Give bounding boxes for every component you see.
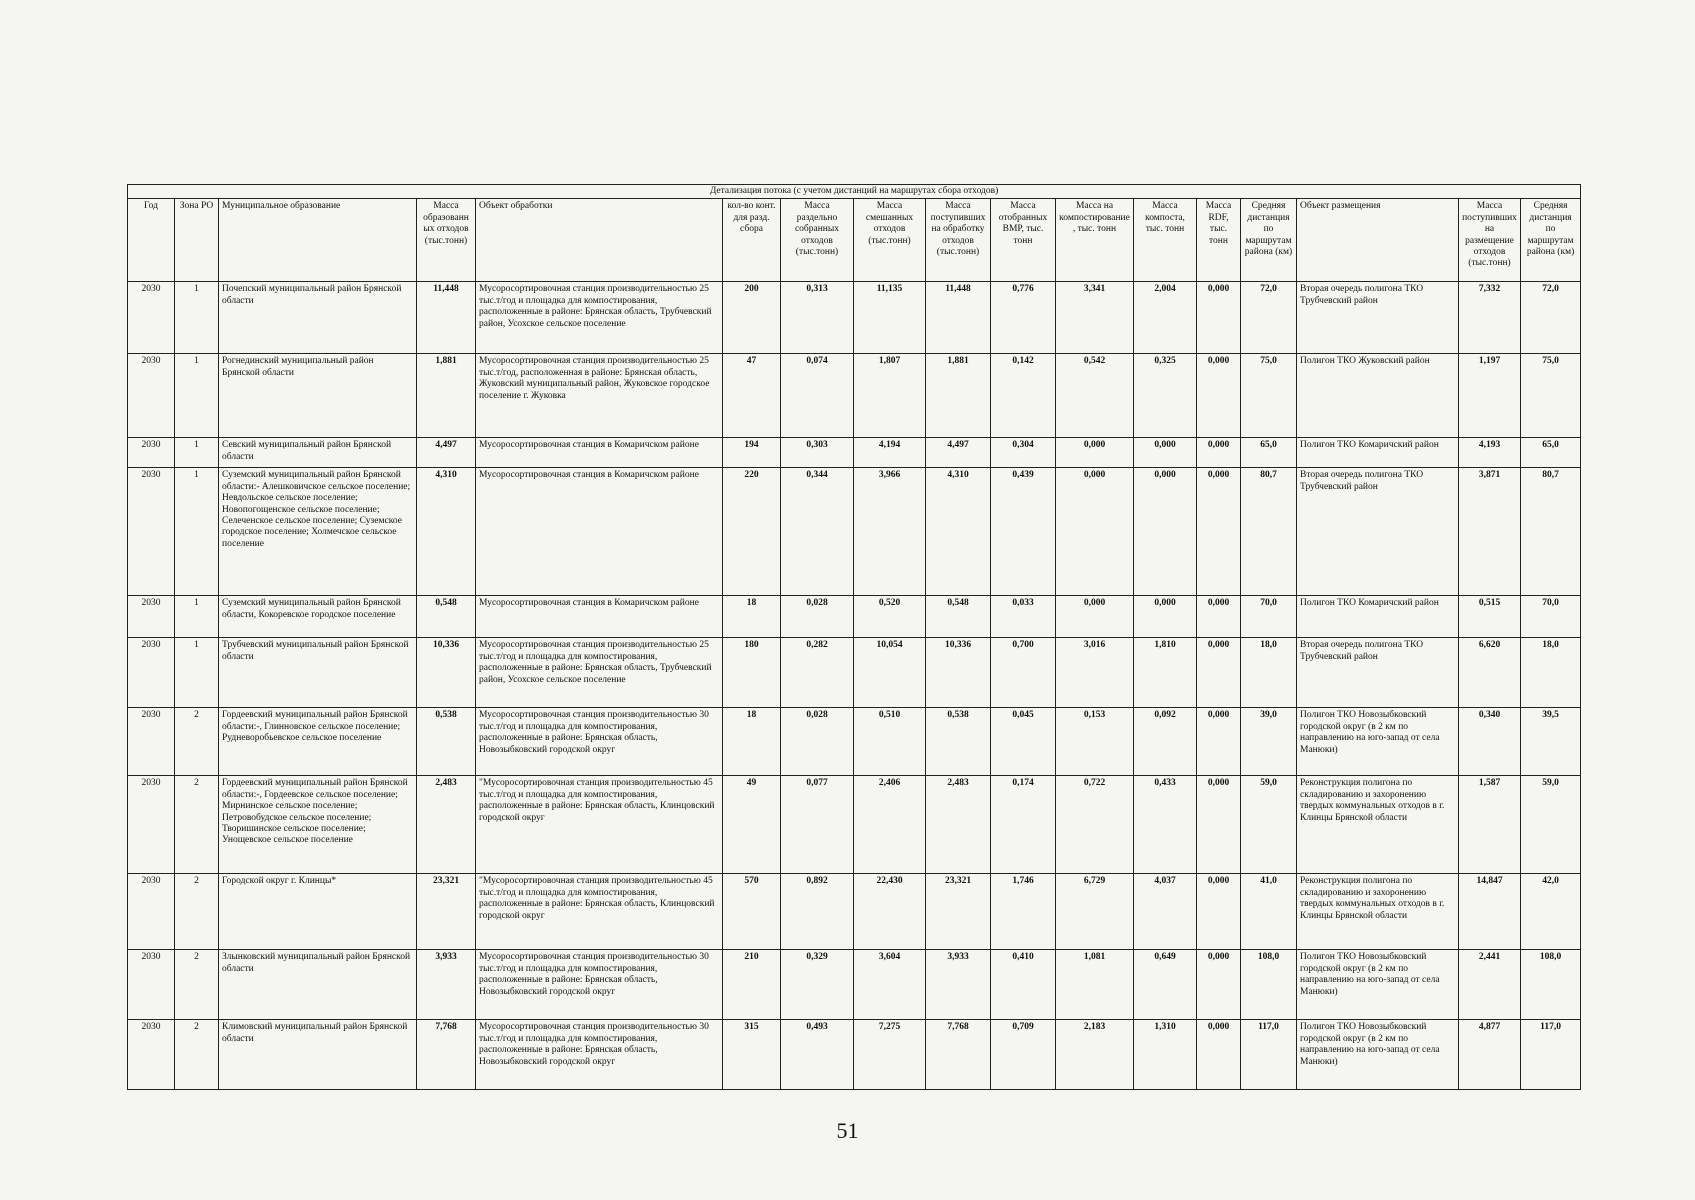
cell-distance2: 117,0 bbox=[1521, 1020, 1581, 1090]
cell-to-processing: 10,336 bbox=[926, 638, 991, 708]
cell-mass-formed: 2,483 bbox=[417, 776, 476, 874]
cell-disposal: Полигон ТКО Новозыбковский городской округ (в 2 км по направлению на юго-запад от села Манюки) bbox=[1297, 1020, 1459, 1090]
cell-mixed: 3,604 bbox=[854, 950, 926, 1020]
cell-recyclables: 0,776 bbox=[991, 282, 1056, 354]
cell-to-disposal: 2,441 bbox=[1459, 950, 1521, 1020]
cell-to-processing: 4,310 bbox=[926, 468, 991, 596]
cell-facility: "Мусоросортировочная станция производительностью 45 тыс.т/год и площадка для компостирования, расположенные в районе: Брянская область, Клинцовский городской округ bbox=[476, 874, 723, 950]
table-header-row bbox=[128, 199, 1581, 282]
cell-year: 2030 bbox=[128, 354, 175, 438]
cell-mass-formed: 23,321 bbox=[417, 874, 476, 950]
table-caption: Детализация потока (с учетом дистанций на маршрутах сбора отходов) bbox=[128, 185, 1581, 199]
cell-distance2: 75,0 bbox=[1521, 354, 1581, 438]
cell-recyclables: 0,045 bbox=[991, 708, 1056, 776]
cell-zone: 1 bbox=[175, 354, 219, 438]
cell-municipality: Трубчевский муниципальный район Брянской области bbox=[219, 638, 417, 708]
cell-compost: 0,000 bbox=[1134, 596, 1197, 638]
cell-recyclables: 0,439 bbox=[991, 468, 1056, 596]
cell-facility: Мусоросортировочная станция в Комаричском районе bbox=[476, 596, 723, 638]
cell-rdf: 0,000 bbox=[1197, 1020, 1241, 1090]
column-header: Масса раздельно собранных отходов (тыс.тонн) bbox=[781, 199, 854, 282]
cell-to-disposal: 4,877 bbox=[1459, 1020, 1521, 1090]
cell-disposal: Реконструкция полигона по складированию и захоронению твердых коммунальных отходов в г. Клинцы Брянской области bbox=[1297, 776, 1459, 874]
cell-disposal: Полигон ТКО Комаричский район bbox=[1297, 438, 1459, 468]
cell-zone: 1 bbox=[175, 282, 219, 354]
cell-municipality: Климовский муниципальный район Брянской области bbox=[219, 1020, 417, 1090]
cell-disposal: Полигон ТКО Комаричский район bbox=[1297, 596, 1459, 638]
cell-to-compost: 0,542 bbox=[1056, 354, 1134, 438]
cell-to-compost: 3,341 bbox=[1056, 282, 1134, 354]
cell-mixed: 2,406 bbox=[854, 776, 926, 874]
cell-municipality: Гордеевский муниципальный район Брянской области:-, Гордеевское сельское поселение; Мирнинское сельское поселение; Петровобудское сельское поселение; Творишинское сельское поселение; Унощевское сельское поселение bbox=[219, 776, 417, 874]
cell-year: 2030 bbox=[128, 950, 175, 1020]
cell-recyclables: 0,304 bbox=[991, 438, 1056, 468]
cell-distance2: 70,0 bbox=[1521, 596, 1581, 638]
cell-mass-formed: 4,497 bbox=[417, 438, 476, 468]
cell-to-disposal: 0,515 bbox=[1459, 596, 1521, 638]
cell-compost: 2,004 bbox=[1134, 282, 1197, 354]
cell-rdf: 0,000 bbox=[1197, 468, 1241, 596]
cell-distance: 70,0 bbox=[1241, 596, 1297, 638]
cell-mixed: 10,054 bbox=[854, 638, 926, 708]
cell-distance: 117,0 bbox=[1241, 1020, 1297, 1090]
cell-to-processing: 7,768 bbox=[926, 1020, 991, 1090]
cell-facility: Мусоросортировочная станция в Комаричском районе bbox=[476, 438, 723, 468]
cell-recyclables: 0,410 bbox=[991, 950, 1056, 1020]
cell-recyclables: 1,746 bbox=[991, 874, 1056, 950]
cell-distance: 80,7 bbox=[1241, 468, 1297, 596]
cell-to-processing: 2,483 bbox=[926, 776, 991, 874]
cell-mass-formed: 1,881 bbox=[417, 354, 476, 438]
column-header: Муниципальное образование bbox=[219, 199, 417, 282]
cell-year: 2030 bbox=[128, 438, 175, 468]
cell-distance2: 72,0 bbox=[1521, 282, 1581, 354]
table-row bbox=[128, 468, 1581, 596]
cell-mass-formed: 0,548 bbox=[417, 596, 476, 638]
cell-rdf: 0,000 bbox=[1197, 638, 1241, 708]
cell-recyclables: 0,700 bbox=[991, 638, 1056, 708]
cell-rdf: 0,000 bbox=[1197, 596, 1241, 638]
waste-flow-table bbox=[127, 184, 1581, 1090]
column-header: Масса образованных отходов (тыс.тонн) bbox=[417, 199, 476, 282]
cell-to-processing: 0,548 bbox=[926, 596, 991, 638]
cell-recyclables: 0,709 bbox=[991, 1020, 1056, 1090]
cell-distance2: 39,5 bbox=[1521, 708, 1581, 776]
column-header: кол-во конт. для разд. сбора bbox=[723, 199, 781, 282]
cell-containers: 220 bbox=[723, 468, 781, 596]
cell-mass-formed: 3,933 bbox=[417, 950, 476, 1020]
cell-mass-formed: 4,310 bbox=[417, 468, 476, 596]
cell-zone: 2 bbox=[175, 874, 219, 950]
page-number: 51 bbox=[836, 1118, 859, 1143]
table-row bbox=[128, 874, 1581, 950]
cell-separate: 0,303 bbox=[781, 438, 854, 468]
cell-mixed: 22,430 bbox=[854, 874, 926, 950]
cell-containers: 49 bbox=[723, 776, 781, 874]
column-header: Масса на компостирование, тыс. тонн bbox=[1056, 199, 1134, 282]
cell-to-processing: 23,321 bbox=[926, 874, 991, 950]
cell-to-compost: 0,000 bbox=[1056, 596, 1134, 638]
cell-distance2: 18,0 bbox=[1521, 638, 1581, 708]
cell-mixed: 3,966 bbox=[854, 468, 926, 596]
cell-zone: 1 bbox=[175, 468, 219, 596]
cell-to-disposal: 7,332 bbox=[1459, 282, 1521, 354]
cell-mixed: 4,194 bbox=[854, 438, 926, 468]
cell-disposal: Полигон ТКО Новозыбковский городской округ (в 2 км по направлению на юго-запад от села Манюки) bbox=[1297, 950, 1459, 1020]
cell-mass-formed: 10,336 bbox=[417, 638, 476, 708]
cell-compost: 4,037 bbox=[1134, 874, 1197, 950]
cell-disposal: Вторая очередь полигона ТКО Трубчевский район bbox=[1297, 282, 1459, 354]
cell-distance: 75,0 bbox=[1241, 354, 1297, 438]
cell-recyclables: 0,174 bbox=[991, 776, 1056, 874]
cell-to-disposal: 14,847 bbox=[1459, 874, 1521, 950]
cell-facility: Мусоросортировочная станция в Комаричском районе bbox=[476, 468, 723, 596]
cell-municipality: Рогнединский муниципальный район Брянской области bbox=[219, 354, 417, 438]
cell-to-compost: 6,729 bbox=[1056, 874, 1134, 950]
cell-mass-formed: 7,768 bbox=[417, 1020, 476, 1090]
cell-distance: 18,0 bbox=[1241, 638, 1297, 708]
cell-distance2: 59,0 bbox=[1521, 776, 1581, 874]
cell-municipality: Городской округ г. Клинцы* bbox=[219, 874, 417, 950]
cell-compost: 1,810 bbox=[1134, 638, 1197, 708]
table-row bbox=[128, 950, 1581, 1020]
cell-zone: 2 bbox=[175, 1020, 219, 1090]
cell-mixed: 1,807 bbox=[854, 354, 926, 438]
cell-distance2: 108,0 bbox=[1521, 950, 1581, 1020]
cell-separate: 0,077 bbox=[781, 776, 854, 874]
cell-separate: 0,313 bbox=[781, 282, 854, 354]
cell-zone: 1 bbox=[175, 638, 219, 708]
cell-containers: 200 bbox=[723, 282, 781, 354]
cell-municipality: Почепский муниципальный район Брянской области bbox=[219, 282, 417, 354]
cell-compost: 0,000 bbox=[1134, 438, 1197, 468]
cell-to-processing: 4,497 bbox=[926, 438, 991, 468]
cell-to-disposal: 3,871 bbox=[1459, 468, 1521, 596]
cell-to-disposal: 6,620 bbox=[1459, 638, 1521, 708]
cell-containers: 210 bbox=[723, 950, 781, 1020]
cell-disposal: Полигон ТКО Новозыбковский городской округ (в 2 км по направлению на юго-запад от села Манюки) bbox=[1297, 708, 1459, 776]
cell-zone: 1 bbox=[175, 438, 219, 468]
cell-distance2: 80,7 bbox=[1521, 468, 1581, 596]
cell-year: 2030 bbox=[128, 708, 175, 776]
cell-municipality: Севский муниципальный район Брянской области bbox=[219, 438, 417, 468]
cell-zone: 2 bbox=[175, 950, 219, 1020]
cell-distance: 59,0 bbox=[1241, 776, 1297, 874]
cell-mixed: 11,135 bbox=[854, 282, 926, 354]
cell-to-compost: 0,153 bbox=[1056, 708, 1134, 776]
cell-to-compost: 3,016 bbox=[1056, 638, 1134, 708]
cell-facility: Мусоросортировочная станция производительностью 30 тыс.т/год и площадка для компостирования, расположенные в районе: Брянская область, Новозыбковский городской округ bbox=[476, 708, 723, 776]
table-row bbox=[128, 776, 1581, 874]
table-row bbox=[128, 282, 1581, 354]
cell-to-compost: 2,183 bbox=[1056, 1020, 1134, 1090]
cell-mixed: 0,510 bbox=[854, 708, 926, 776]
cell-separate: 0,028 bbox=[781, 596, 854, 638]
column-header: Масса смешанных отходов (тыс.тонн) bbox=[854, 199, 926, 282]
table-container bbox=[127, 184, 1580, 1090]
table-body bbox=[128, 282, 1581, 1090]
cell-facility: Мусоросортировочная станция производительностью 25 тыс.т/год и площадка для компостирования, расположенные в районе: Брянская область, Трубчевский район, Усохское сельское поселение bbox=[476, 638, 723, 708]
cell-distance: 39,0 bbox=[1241, 708, 1297, 776]
cell-separate: 0,282 bbox=[781, 638, 854, 708]
cell-containers: 47 bbox=[723, 354, 781, 438]
column-header: Объект размещения bbox=[1297, 199, 1459, 282]
cell-to-disposal: 4,193 bbox=[1459, 438, 1521, 468]
cell-to-disposal: 1,197 bbox=[1459, 354, 1521, 438]
cell-facility: "Мусоросортировочная станция производительностью 45 тыс.т/год и площадка для компостирования, расположенные в районе: Брянская область, Клинцовский городской округ bbox=[476, 776, 723, 874]
cell-year: 2030 bbox=[128, 776, 175, 874]
cell-zone: 2 bbox=[175, 776, 219, 874]
cell-municipality: Суземский муниципальный район Брянской области, Кокоревское городское поселение bbox=[219, 596, 417, 638]
table-row bbox=[128, 354, 1581, 438]
column-header: Зона РО bbox=[175, 199, 219, 282]
cell-containers: 570 bbox=[723, 874, 781, 950]
cell-recyclables: 0,142 bbox=[991, 354, 1056, 438]
table-row bbox=[128, 638, 1581, 708]
cell-to-compost: 0,722 bbox=[1056, 776, 1134, 874]
cell-to-compost: 0,000 bbox=[1056, 468, 1134, 596]
cell-to-disposal: 1,587 bbox=[1459, 776, 1521, 874]
cell-zone: 1 bbox=[175, 596, 219, 638]
cell-year: 2030 bbox=[128, 874, 175, 950]
cell-distance2: 42,0 bbox=[1521, 874, 1581, 950]
cell-year: 2030 bbox=[128, 1020, 175, 1090]
cell-distance: 72,0 bbox=[1241, 282, 1297, 354]
cell-facility: Мусоросортировочная станция производительностью 25 тыс.т/год, расположенная в районе: Брянская область, Жуковский муниципальный район, Жуковское городское поселение г. Жуковка bbox=[476, 354, 723, 438]
cell-mixed: 7,275 bbox=[854, 1020, 926, 1090]
cell-to-processing: 0,538 bbox=[926, 708, 991, 776]
cell-containers: 18 bbox=[723, 596, 781, 638]
column-header: Год bbox=[128, 199, 175, 282]
cell-mass-formed: 11,448 bbox=[417, 282, 476, 354]
cell-containers: 18 bbox=[723, 708, 781, 776]
cell-municipality: Злынковский муниципальный район Брянской области bbox=[219, 950, 417, 1020]
cell-containers: 315 bbox=[723, 1020, 781, 1090]
cell-zone: 2 bbox=[175, 708, 219, 776]
table-row bbox=[128, 708, 1581, 776]
cell-facility: Мусоросортировочная станция производительностью 30 тыс.т/год и площадка для компостирования, расположенные в районе: Брянская область, Новозыбковский городской округ bbox=[476, 950, 723, 1020]
cell-facility: Мусоросортировочная станция производительностью 30 тыс.т/год и площадка для компостирования, расположенные в районе: Брянская область, Новозыбковский городской округ bbox=[476, 1020, 723, 1090]
cell-municipality: Гордеевский муниципальный район Брянской области:-, Глинновское сельское поселение; Рудневоробьевское сельское поселение bbox=[219, 708, 417, 776]
cell-to-disposal: 0,340 bbox=[1459, 708, 1521, 776]
cell-to-compost: 1,081 bbox=[1056, 950, 1134, 1020]
column-header: Средняя дистанция по маршрутам района (км) bbox=[1241, 199, 1297, 282]
cell-separate: 0,028 bbox=[781, 708, 854, 776]
cell-separate: 0,329 bbox=[781, 950, 854, 1020]
cell-mass-formed: 0,538 bbox=[417, 708, 476, 776]
cell-rdf: 0,000 bbox=[1197, 438, 1241, 468]
cell-year: 2030 bbox=[128, 468, 175, 596]
cell-compost: 0,649 bbox=[1134, 950, 1197, 1020]
cell-to-processing: 11,448 bbox=[926, 282, 991, 354]
cell-facility: Мусоросортировочная станция производительностью 25 тыс.т/год и площадка для компостирования, расположенные в районе: Брянская область, Трубчевский район, Усохское сельское поселение bbox=[476, 282, 723, 354]
cell-separate: 0,493 bbox=[781, 1020, 854, 1090]
table-row bbox=[128, 1020, 1581, 1090]
cell-disposal: Полигон ТКО Жуковский район bbox=[1297, 354, 1459, 438]
cell-rdf: 0,000 bbox=[1197, 874, 1241, 950]
cell-separate: 0,074 bbox=[781, 354, 854, 438]
table-row bbox=[128, 596, 1581, 638]
cell-containers: 180 bbox=[723, 638, 781, 708]
cell-compost: 0,000 bbox=[1134, 468, 1197, 596]
cell-distance: 65,0 bbox=[1241, 438, 1297, 468]
cell-disposal: Вторая очередь полигона ТКО Трубчевский район bbox=[1297, 468, 1459, 596]
cell-separate: 0,892 bbox=[781, 874, 854, 950]
cell-rdf: 0,000 bbox=[1197, 282, 1241, 354]
cell-compost: 0,092 bbox=[1134, 708, 1197, 776]
column-header: Объект обработки bbox=[476, 199, 723, 282]
table-row bbox=[128, 438, 1581, 468]
cell-year: 2030 bbox=[128, 596, 175, 638]
column-header: Масса поступивших на размещение отходов (тыс.тонн) bbox=[1459, 199, 1521, 282]
cell-rdf: 0,000 bbox=[1197, 950, 1241, 1020]
cell-compost: 0,433 bbox=[1134, 776, 1197, 874]
column-header: Масса отобранных ВМР, тыс. тонн bbox=[991, 199, 1056, 282]
column-header: Масса поступивших на обработку отходов (тыс.тонн) bbox=[926, 199, 991, 282]
cell-year: 2030 bbox=[128, 638, 175, 708]
column-header: Средняя дистанция по маршрутам района (км) bbox=[1521, 199, 1581, 282]
cell-to-processing: 1,881 bbox=[926, 354, 991, 438]
cell-separate: 0,344 bbox=[781, 468, 854, 596]
cell-disposal: Реконструкция полигона по складированию и захоронению твердых коммунальных отходов в г. Клинцы Брянской области bbox=[1297, 874, 1459, 950]
column-header: Масса компоста, тыс. тонн bbox=[1134, 199, 1197, 282]
cell-municipality: Суземский муниципальный район Брянской области:- Алешковичское сельское поселение; Невдольское сельское поселение; Новопогощенское сельское поселение; Селеченское сельское поселение; Суземское городское поселение; Холмечское сельское поселение bbox=[219, 468, 417, 596]
cell-rdf: 0,000 bbox=[1197, 776, 1241, 874]
column-header: Масса RDF, тыс. тонн bbox=[1197, 199, 1241, 282]
cell-compost: 0,325 bbox=[1134, 354, 1197, 438]
cell-compost: 1,310 bbox=[1134, 1020, 1197, 1090]
cell-distance: 108,0 bbox=[1241, 950, 1297, 1020]
cell-rdf: 0,000 bbox=[1197, 708, 1241, 776]
cell-disposal: Вторая очередь полигона ТКО Трубчевский район bbox=[1297, 638, 1459, 708]
cell-rdf: 0,000 bbox=[1197, 354, 1241, 438]
cell-year: 2030 bbox=[128, 282, 175, 354]
cell-distance2: 65,0 bbox=[1521, 438, 1581, 468]
cell-to-processing: 3,933 bbox=[926, 950, 991, 1020]
cell-mixed: 0,520 bbox=[854, 596, 926, 638]
cell-recyclables: 0,033 bbox=[991, 596, 1056, 638]
cell-distance: 41,0 bbox=[1241, 874, 1297, 950]
cell-containers: 194 bbox=[723, 438, 781, 468]
cell-to-compost: 0,000 bbox=[1056, 438, 1134, 468]
